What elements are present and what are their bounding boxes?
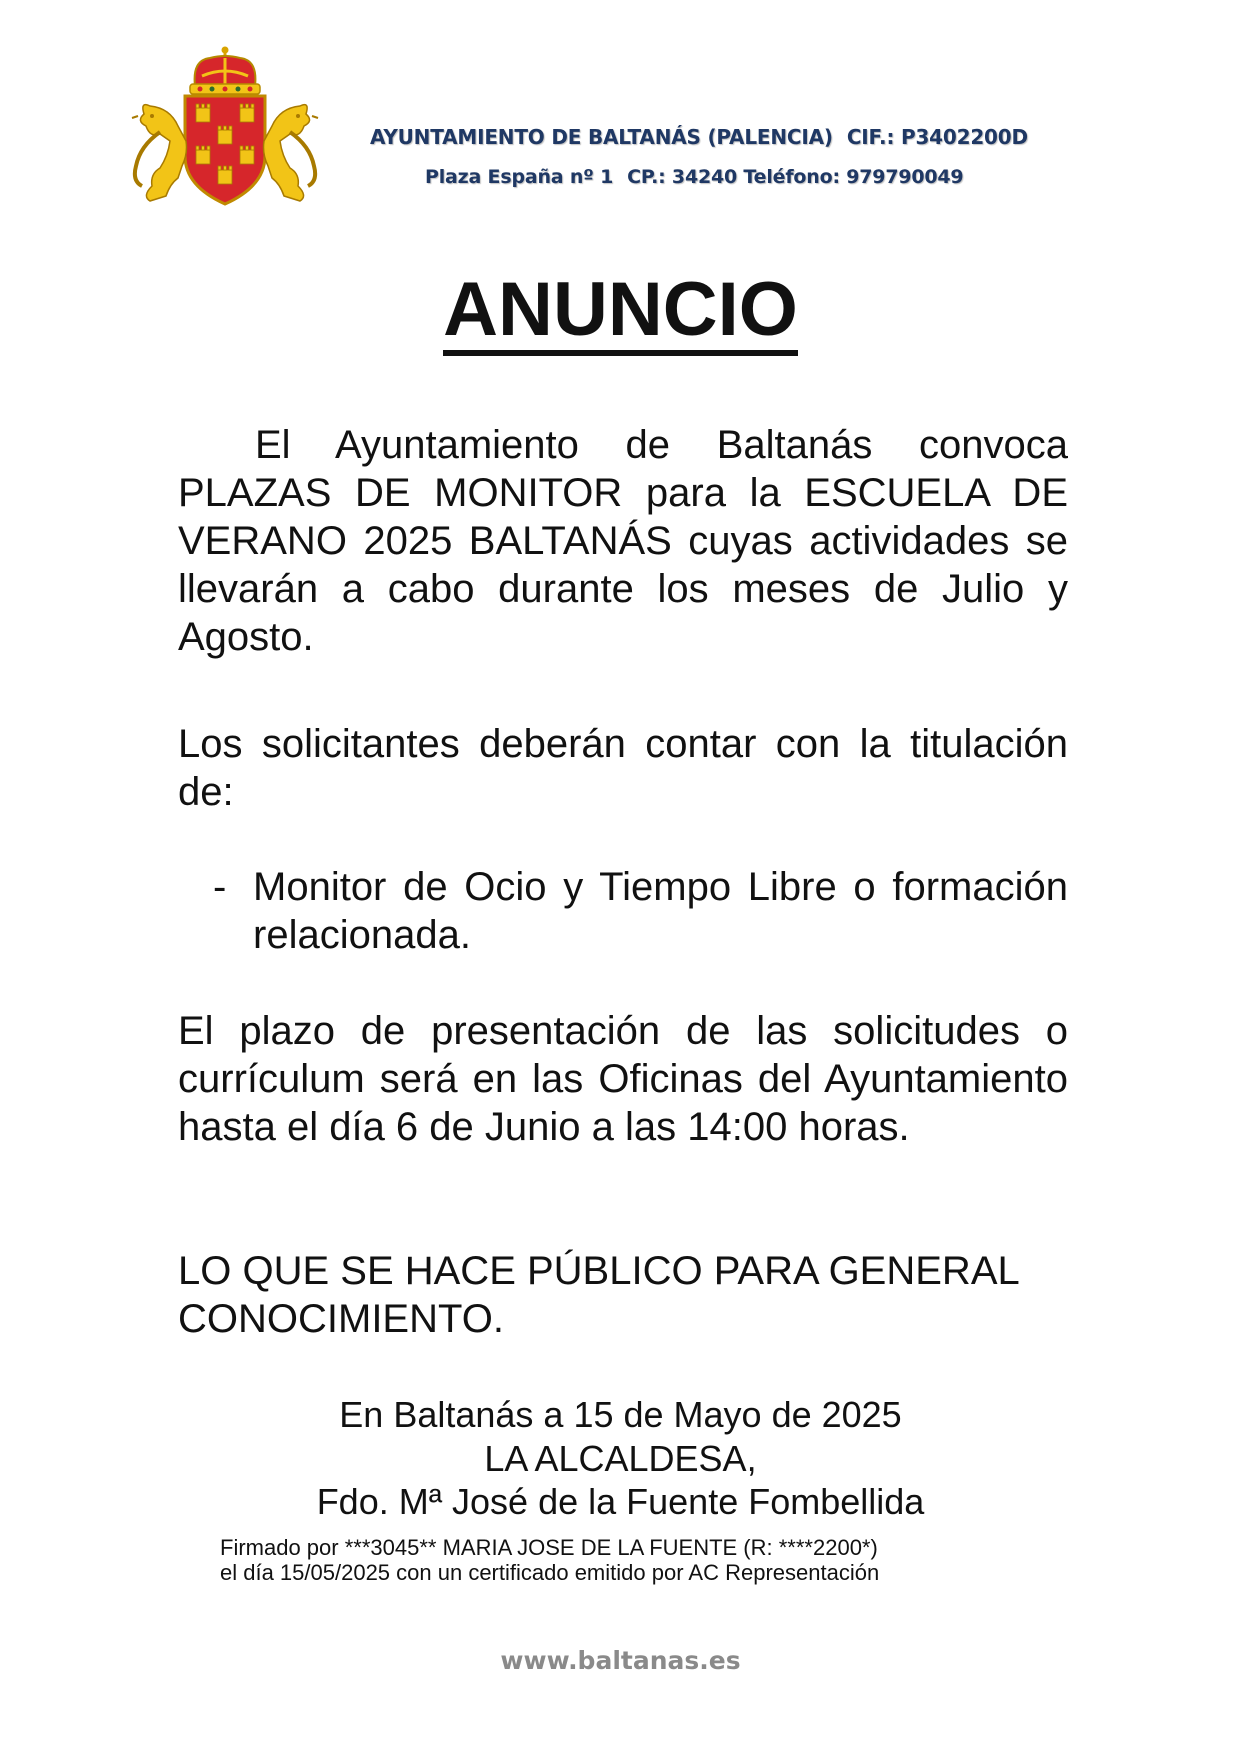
certificate-line-2: el día 15/05/2025 con un certificado emitido por AC Representación <box>220 1560 880 1585</box>
title-text: ANUNCIO <box>443 272 798 356</box>
list-item <box>213 863 1068 959</box>
letterhead-line-2 <box>425 166 963 188</box>
website-link[interactable]: www.baltanas.es <box>500 1646 741 1675</box>
document-title <box>0 267 1241 356</box>
paragraph-convocatoria: El Ayuntamiento de Baltanás convoca PLAZAS DE MONITOR para la ESCUELA DE VERANO 2025 BALTANÁS cuyas actividades se llevarán a cabo durante los meses de Julio y Agosto. <box>178 423 1068 659</box>
signature-name: Fdo. Mª José de la Fuente Fombellida <box>316 1481 925 1522</box>
contact-info: CP.: 34240 Teléfono: 979790049 <box>627 166 964 188</box>
paragraph-requisitos: Los solicitantes deberán contar con la titulación de: <box>178 722 1068 814</box>
paragraph-publico: LO QUE SE HACE PÚBLICO PARA GENERAL CONOCIMIENTO. <box>178 1249 1019 1341</box>
bullet-dash: - <box>213 865 227 909</box>
signature-role: LA ALCALDESA, <box>484 1438 757 1479</box>
certificate-line-1: Firmado por ***3045** MARIA JOSE DE LA FUENTE (R: ****2200*) <box>220 1535 878 1560</box>
cif-number: CIF.: P3402200D <box>846 125 1028 149</box>
address: Plaza España nº 1 <box>425 166 614 188</box>
municipality-name: AYUNTAMIENTO DE BALTANÁS (PALENCIA) <box>370 125 833 149</box>
lion-right-icon <box>264 105 319 201</box>
crown-icon <box>190 47 260 95</box>
letterhead-line-1 <box>370 125 1028 149</box>
shield-icon <box>185 96 265 204</box>
lion-left-icon <box>132 105 187 201</box>
coat-of-arms-icon <box>130 46 320 208</box>
paragraph-plazo: El plazo de presentación de las solicitudes o currículum será en las Oficinas del Ayuntamiento hasta el día 6 de Junio a las 14:00 horas. <box>178 1009 1068 1149</box>
signature-place-date: En Baltanás a 15 de Mayo de 2025 <box>339 1394 902 1435</box>
list-item-text: Monitor de Ocio y Tiempo Libre o formación relacionada. <box>253 865 1068 957</box>
